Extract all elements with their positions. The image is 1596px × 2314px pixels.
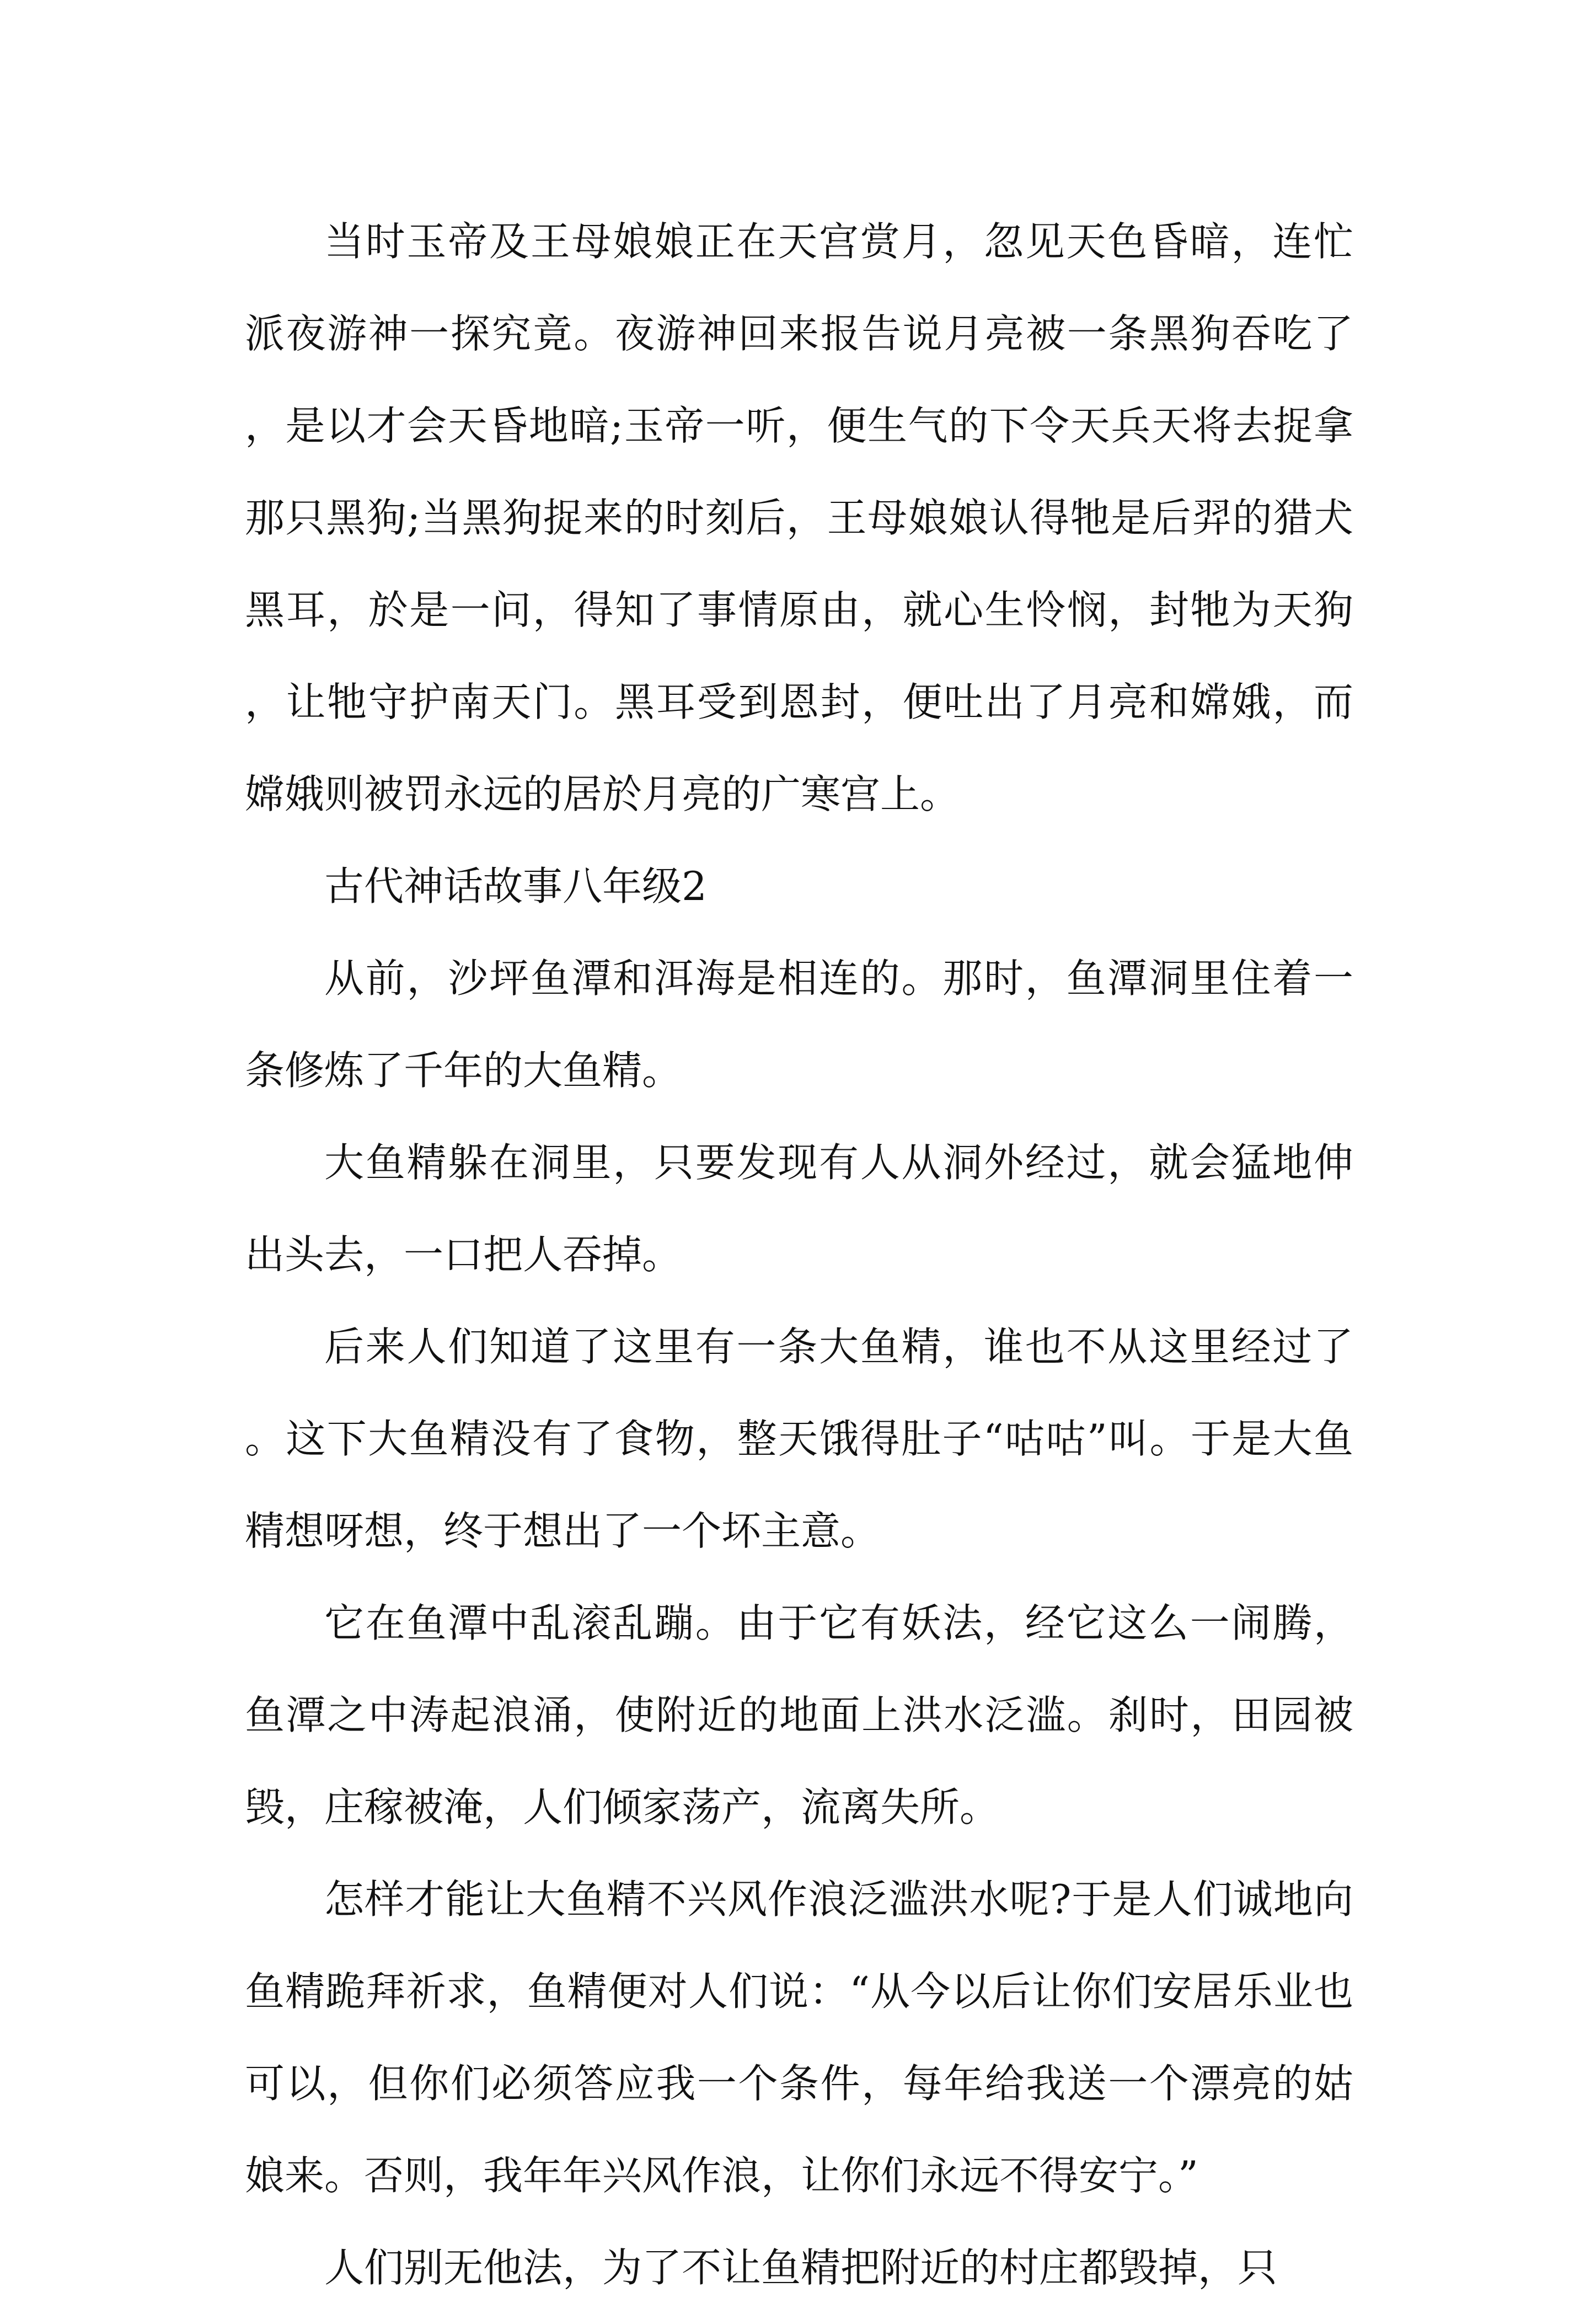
- paragraph-fish-cave: 大鱼精躲在洞里，只要发现有人从洞外经过，就会猛地伸出头去，一口把人吞掉。: [245, 1139, 1353, 1278]
- section-heading: 古代神话故事八年级2: [324, 863, 707, 909]
- paragraph-hungry-fish: 后来人们知道了这里有一条大鱼精，谁也不从这里经过了。这下大鱼精没有了食物，整天饿得肚子“咕咕”叫。于是大鱼精想呀想，终于想出了一个坏主意。: [245, 1324, 1353, 1554]
- paragraph-intro: 从前，沙坪鱼潭和洱海是相连的。那时，鱼潭洞里住着一条修炼了千年的大鱼精。: [245, 955, 1353, 1094]
- paragraph-demand: 怎样才能让大鱼精不兴风作浪泛滥洪水呢?于是人们诚地向鱼精跪拜祈求，鱼精便对人们说：“从今以后让你们安居乐业也可以，但你们必须答应我一个条件，每年给我送一个漂亮的姑娘来。否则，我年年兴风作浪，让你们永远不得安宁。”: [245, 1876, 1353, 2199]
- paragraph-flood: 它在鱼潭中乱滚乱蹦。由于它有妖法，经它这么一闹腾，鱼潭之中涛起浪涌，使附近的地面上洪水泛滥。刹时，田园被毁，庄稼被淹，人们倾家荡产，流离失所。: [245, 1600, 1353, 1830]
- paragraph-change-e-ending: 当时玉帝及王母娘娘正在天宫赏月，忽见天色昏暗，连忙派夜游神一探究竟。夜游神回来报告说月亮被一条黑狗吞吃了，是以才会天昏地暗;玉帝一听，便生气的下令天兵天将去捉拿那只黑狗;当黑狗捉来的时刻后，王母娘娘认得牠是后羿的猎犬黑耳，於是一问，得知了事情原由，就心生怜悯，封牠为天狗，让牠守护南天门。黑耳受到恩封，便吐出了月亮和嫦娥，而嫦娥则被罚永远的居於月亮的广寒宫上。: [245, 218, 1353, 817]
- document-body: [245, 196, 1353, 2314]
- paragraph-continuation: 人们别无他法，为了不让鱼精把附近的村庄都毁掉，只: [324, 2245, 1278, 2291]
